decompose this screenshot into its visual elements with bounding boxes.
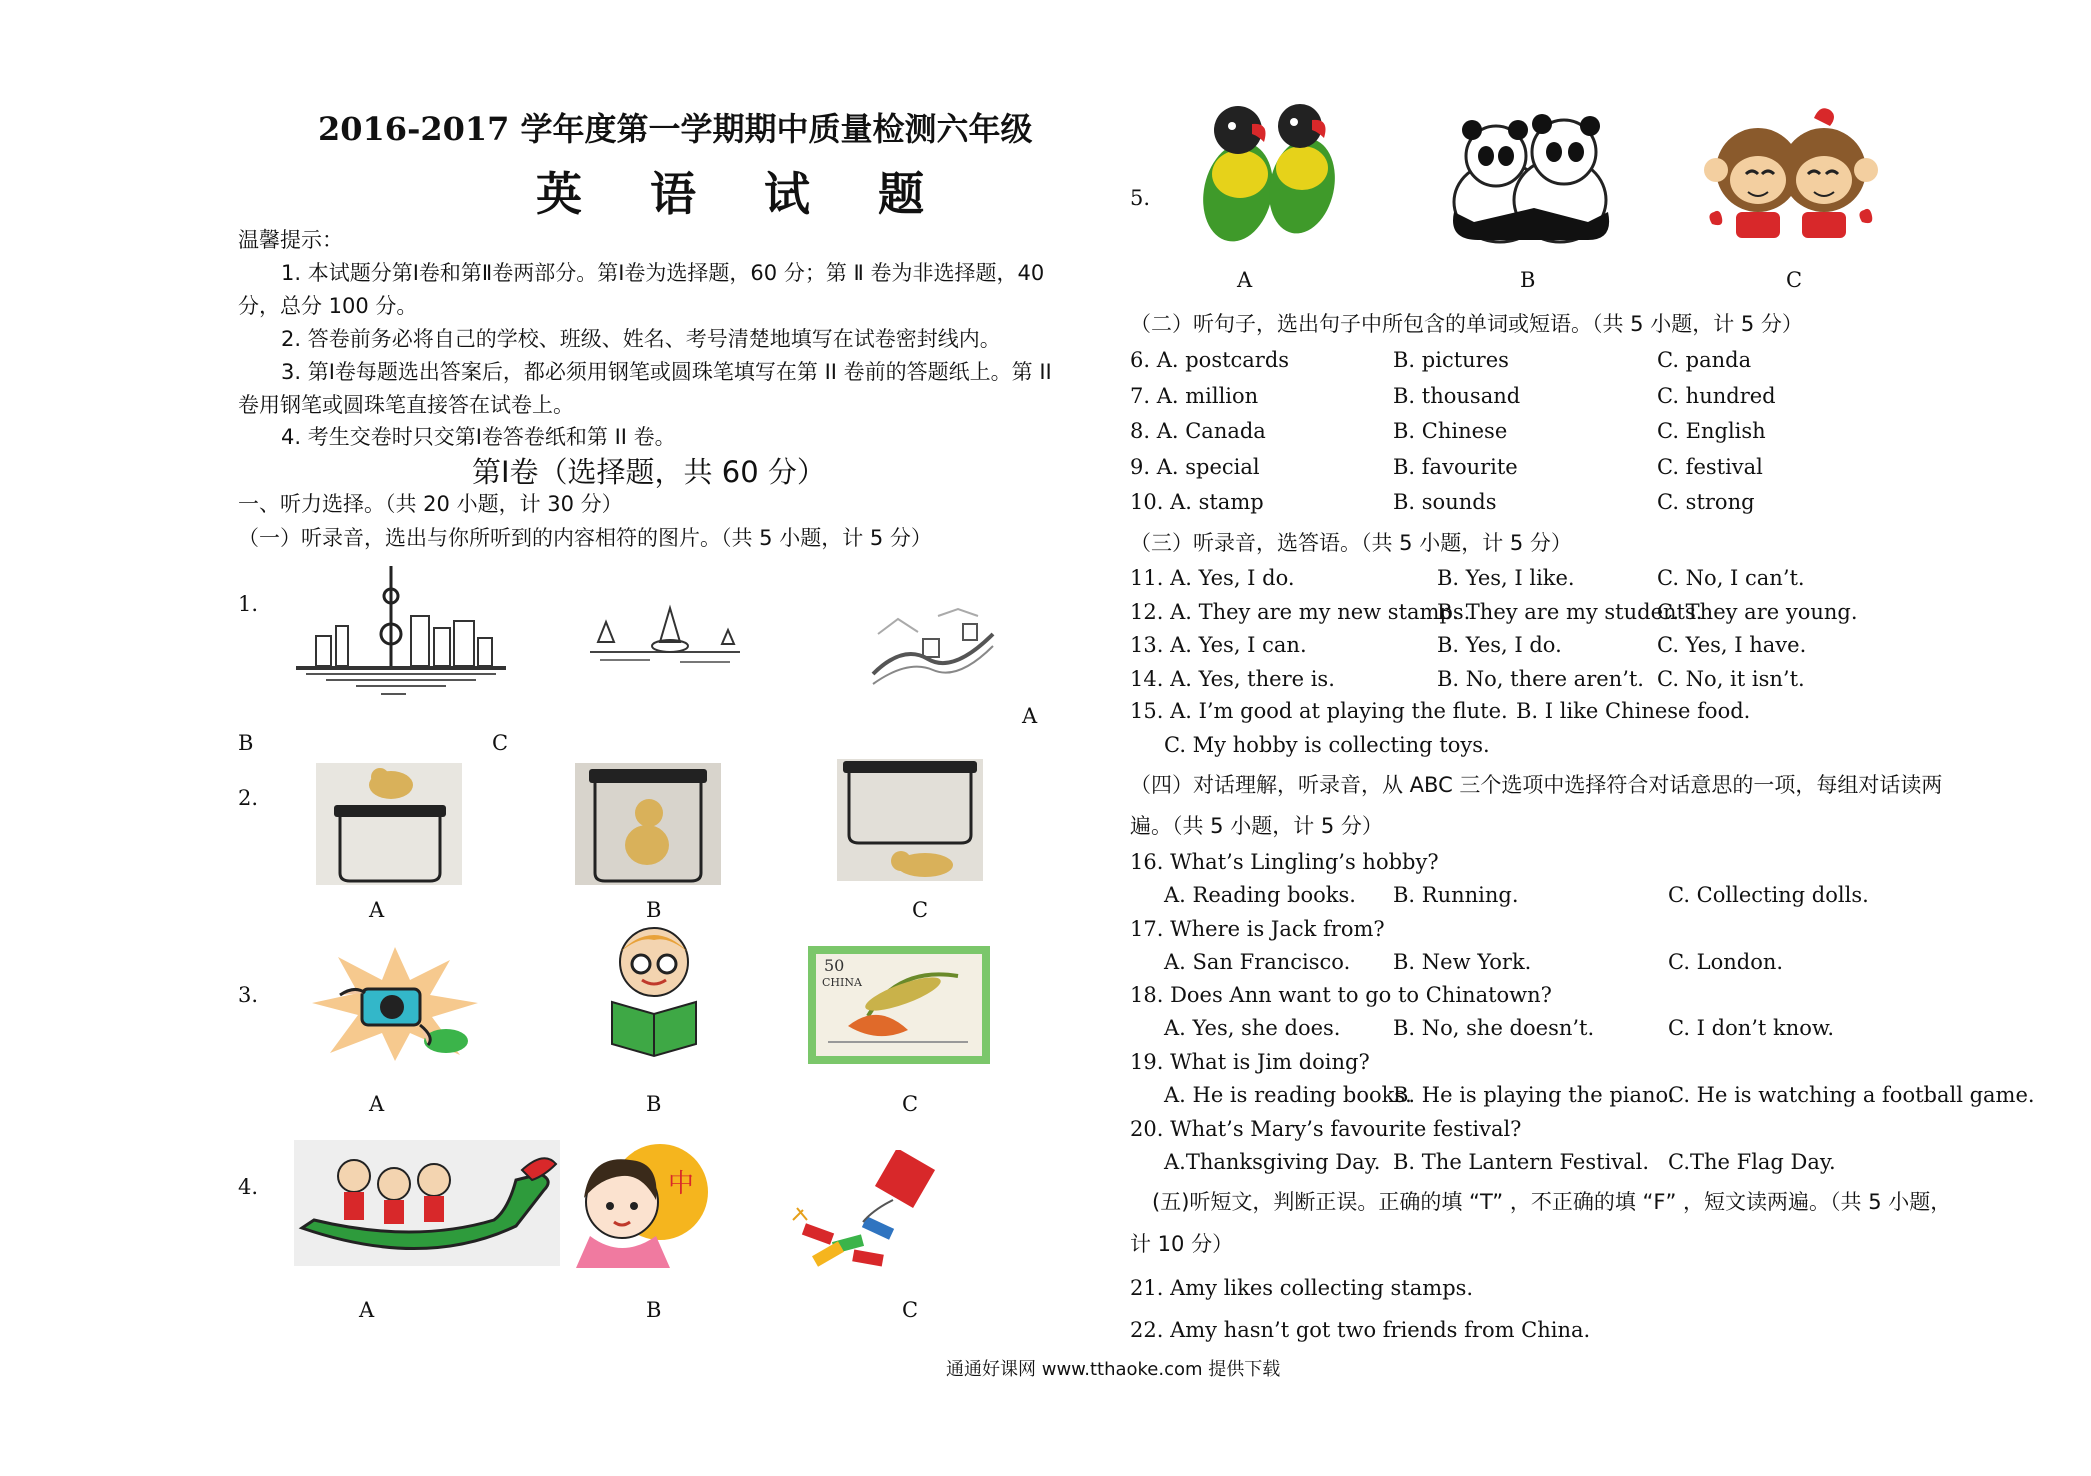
- option-a: 13. A. Yes, I can.: [1130, 633, 1307, 657]
- tf-question: 21. Amy likes collecting stamps.: [1130, 1276, 1474, 1300]
- option-label: A: [1022, 704, 1038, 728]
- notice-line: 分，总分 100 分。: [238, 294, 418, 318]
- tf-question: 22. Amy hasn’t got two friends from China.: [1130, 1318, 1591, 1342]
- option-label: C: [902, 1298, 919, 1322]
- part-title: 第Ⅰ卷（选择题，共 60 分）: [472, 455, 826, 489]
- boy-reading-image: [598, 922, 710, 1062]
- stamp-country: CHINA: [822, 976, 862, 989]
- option-c: C. No, it isn’t.: [1657, 666, 1805, 691]
- option-a: 14. A. Yes, there is.: [1130, 666, 1335, 691]
- moon-girl-image: [560, 1140, 730, 1270]
- option-a: 9. A. special: [1130, 454, 1260, 479]
- option-a: A. Reading books.: [1164, 883, 1356, 907]
- option-c: C. strong: [1657, 490, 1755, 514]
- option-c: C. English: [1657, 419, 1766, 443]
- option-b: B. Yes, I like.: [1437, 566, 1575, 590]
- option-b: B. Chinese: [1393, 419, 1508, 443]
- option-c: C. My hobby is collecting toys.: [1164, 733, 1490, 757]
- west-lake-pagoda-image: [580, 602, 750, 672]
- section-heading: （二）听句子，选出句子中所包含的单词或短语。（共 5 小题，计 5 分）: [1130, 312, 1803, 336]
- dialog-question: 17. Where is Jack from?: [1130, 916, 1385, 941]
- option-a: 15. A. I’m good at playing the flute.: [1130, 699, 1508, 723]
- option-a: 10. A. stamp: [1130, 490, 1264, 514]
- option-a: A. Yes, she does.: [1164, 1016, 1341, 1041]
- option-a: 12. A. They are my new stamps.: [1130, 599, 1471, 624]
- option-b: B. They are my students.: [1437, 599, 1703, 624]
- option-c: C. Yes, I have.: [1657, 633, 1807, 657]
- dialog-question: 20. What’s Mary’s favourite festival?: [1130, 1116, 1522, 1141]
- section-heading: (五)听短文，判断正误。正确的填 “T” ，不正确的填 “F” ，短文读两遍。（共 5 小题，: [1152, 1190, 1952, 1214]
- page-footer: 通通好课网 www.tthaoke.com 提供下载: [946, 1359, 1281, 1380]
- option-label: C: [902, 1092, 919, 1116]
- monkeys-image: [1702, 104, 1880, 242]
- question-number: 1.: [238, 592, 259, 616]
- option-b: B. favourite: [1393, 454, 1518, 479]
- option-b: B. Running.: [1393, 883, 1519, 907]
- option-label: B: [646, 1298, 662, 1322]
- option-c: C. I don’t know.: [1668, 1016, 1835, 1041]
- question-number: 4.: [238, 1175, 259, 1199]
- option-label: B: [646, 1092, 662, 1116]
- option-c: C. hundred: [1657, 383, 1776, 408]
- option-c: C.The Flag Day.: [1668, 1149, 1836, 1174]
- option-label: A: [359, 1298, 375, 1322]
- pandas-image: [1438, 112, 1620, 246]
- notice-line: 3. 第Ⅰ卷每题选出答案后，都必须用钢笔或圆珠笔填写在第 II 卷前的答题纸上。第 II: [281, 360, 1052, 384]
- option-label: C: [1786, 268, 1803, 292]
- option-b: B. pictures: [1393, 348, 1509, 372]
- option-a: A. He is reading books.: [1164, 1083, 1412, 1108]
- option-c: C. panda: [1657, 348, 1752, 372]
- option-a: 11. A. Yes, I do.: [1130, 566, 1295, 590]
- dialog-question: 19. What is Jim doing?: [1130, 1050, 1370, 1075]
- option-b: B. No, there aren’t.: [1437, 666, 1644, 691]
- option-c: C. No, I can’t.: [1657, 566, 1805, 590]
- option-b: B. The Lantern Festival.: [1393, 1149, 1650, 1174]
- question-number: 3.: [238, 983, 259, 1007]
- notice-line: 2. 答卷前务必将自己的学校、班级、姓名、考号清楚地填写在试卷密封线内。: [281, 327, 1001, 351]
- svg-text:中: 中: [668, 1169, 695, 1199]
- option-label: A: [1237, 268, 1253, 292]
- dialog-question: 18. Does Ann want to go to Chinatown?: [1130, 983, 1552, 1008]
- great-wall-image: [868, 604, 998, 694]
- option-c: C. He is watching a football game.: [1668, 1083, 2035, 1108]
- option-label: A: [369, 1092, 385, 1116]
- option-a: 8. A. Canada: [1130, 419, 1266, 443]
- option-a: A. San Francisco.: [1164, 949, 1351, 974]
- dialog-question: 16. What’s Lingling’s hobby?: [1130, 850, 1439, 874]
- option-b: B. Yes, I do.: [1437, 633, 1562, 657]
- dragon-boat-image: [294, 1140, 560, 1266]
- parrots-image: [1192, 102, 1352, 252]
- option-c: C. festival: [1657, 454, 1763, 479]
- section-heading: 一、听力选择。（共 20 小题，计 30 分）: [238, 492, 623, 516]
- option-b: B. sounds: [1393, 490, 1497, 514]
- firecrackers-image: [783, 1150, 963, 1270]
- cat-in-jar-image: [575, 763, 721, 885]
- option-label: C: [912, 898, 929, 922]
- option-c: C. They are young.: [1657, 599, 1858, 624]
- section-heading: （三）听录音，选答语。（共 5 小题，计 5 分）: [1130, 531, 1572, 555]
- notice-line: 1. 本试题分第Ⅰ卷和第Ⅱ卷两部分。第Ⅰ卷为选择题，60 分；第 Ⅱ 卷为非选择题，40: [281, 261, 1045, 285]
- notice-heading: 温馨提示：: [238, 228, 343, 252]
- option-b: B. He is playing the piano.: [1393, 1083, 1675, 1108]
- option-c: C. London.: [1668, 949, 1784, 974]
- question-number: 5.: [1130, 186, 1151, 210]
- page-title: 2016-2017 学年度第一学期期中质量检测六年级: [318, 110, 1033, 148]
- option-b: B. New York.: [1393, 949, 1532, 974]
- option-label: B: [238, 731, 254, 755]
- option-b: B. I like Chinese food.: [1516, 699, 1751, 723]
- notice-line: 4. 考生交卷时只交第Ⅰ卷答卷纸和第 II 卷。: [281, 425, 676, 449]
- section-heading: （一）听录音，选出与你所听到的内容相符的图片。（共 5 小题，计 5 分）: [238, 526, 932, 550]
- stamp-value: 50: [824, 956, 845, 975]
- shanghai-skyline-image: [296, 566, 506, 711]
- section-heading: 计 10 分）: [1130, 1232, 1234, 1256]
- option-label: B: [1520, 268, 1536, 292]
- option-b: B. thousand: [1393, 383, 1521, 408]
- cat-on-jar-image: [316, 763, 462, 885]
- camera-image: [310, 945, 480, 1063]
- option-a: 7. A. million: [1130, 383, 1259, 408]
- option-c: C. Collecting dolls.: [1668, 883, 1869, 907]
- question-number: 2.: [238, 786, 259, 810]
- section-heading: 遍。（共 5 小题，计 5 分）: [1130, 814, 1383, 838]
- option-a: A.Thanksgiving Day.: [1164, 1149, 1381, 1174]
- notice-line: 卷用钢笔或圆珠笔直接答在试卷上。: [238, 393, 574, 417]
- cat-under-jar-image: [837, 759, 983, 881]
- page-subtitle: 英 语 试 题: [536, 167, 951, 221]
- option-label: B: [646, 898, 662, 922]
- section-heading: （四）对话理解，听录音，从 ABC 三个选项中选择符合对话意思的一项，每组对话读两: [1130, 773, 1943, 797]
- option-a: 6. A. postcards: [1130, 348, 1290, 372]
- option-b: B. No, she doesn’t.: [1393, 1016, 1595, 1041]
- option-label: C: [492, 731, 509, 755]
- option-label: A: [369, 898, 385, 922]
